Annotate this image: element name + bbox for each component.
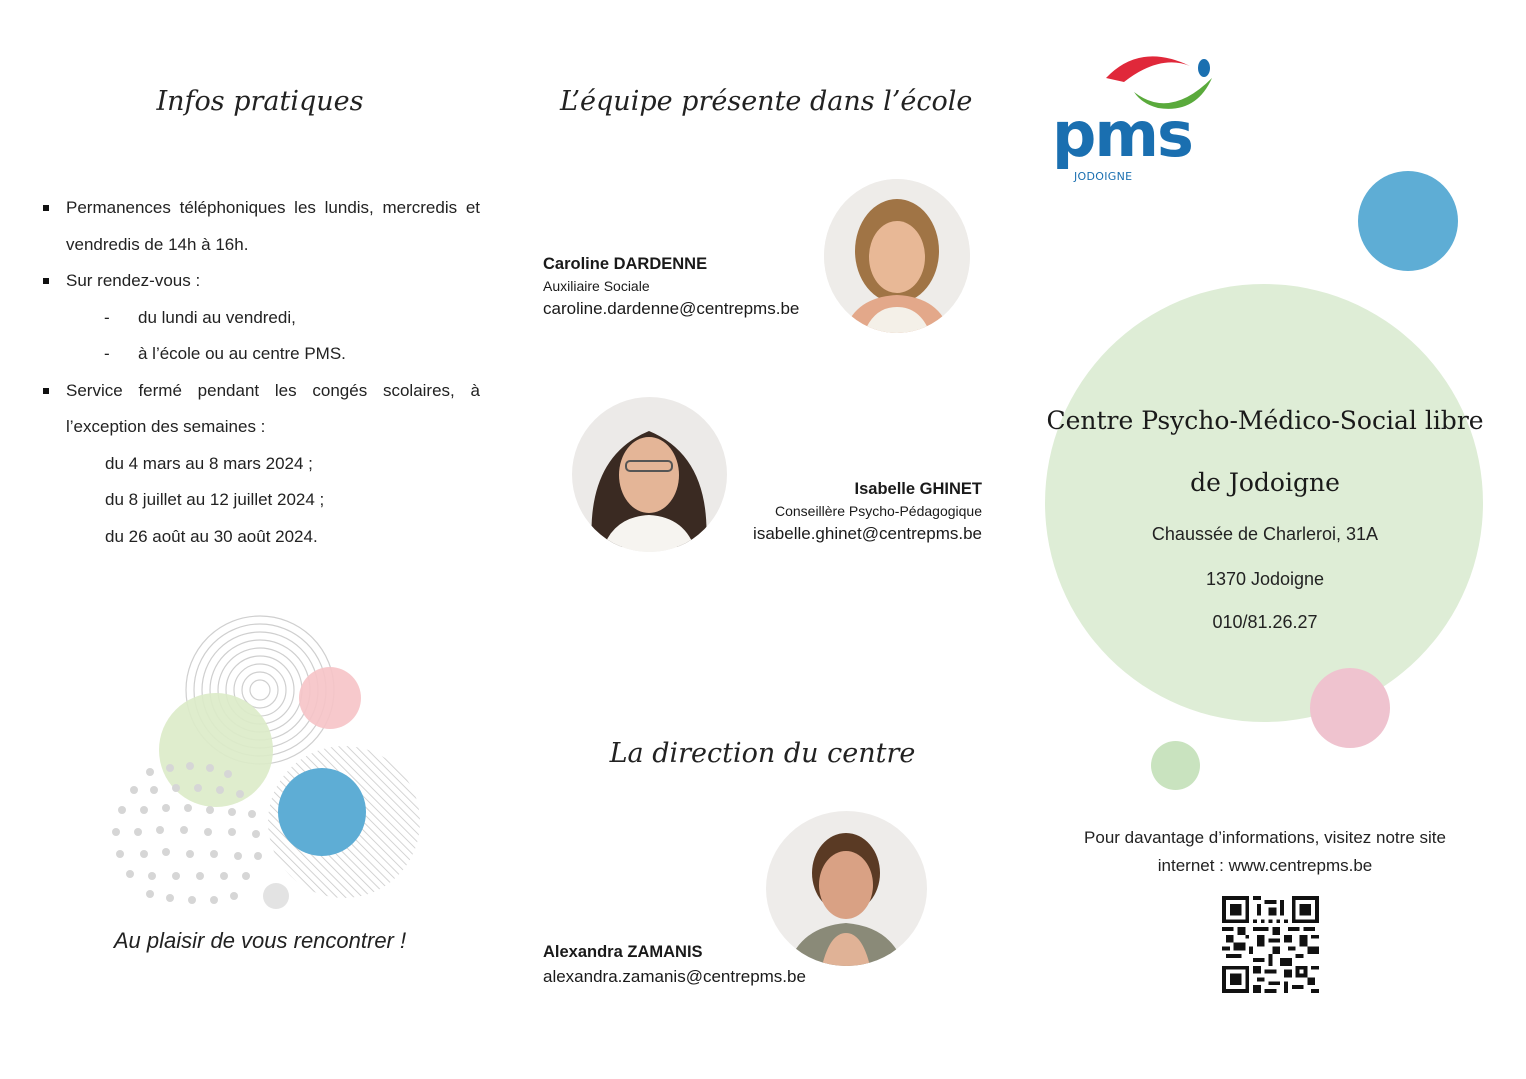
person-name: Alexandra ZAMANIS — [543, 943, 703, 961]
alexandra-photo — [766, 811, 927, 966]
person-email[interactable]: isabelle.ghinet@centrepms.be — [753, 524, 982, 543]
closed-week-date: du 8 juillet au 12 juillet 2024 ; — [105, 490, 325, 509]
sub-list-item: - à l’école ou au centre PMS. — [40, 336, 480, 373]
person-email[interactable]: alexandra.zamanis@centrepms.be — [543, 967, 806, 986]
pink-circle-decoration — [1310, 668, 1390, 748]
sub-list-item: - du lundi au vendredi, — [40, 300, 480, 337]
pms-logo — [1050, 48, 1220, 188]
person-name: Caroline DARDENNE — [543, 255, 708, 273]
bullet-icon — [43, 388, 49, 394]
pms-logo-text: pms — [1052, 98, 1192, 171]
center-name-line1: Centre Psycho-Médico-Social libre — [1046, 406, 1484, 435]
bullet-icon — [43, 278, 49, 284]
phone-number[interactable]: 010/81.26.27 — [1212, 612, 1318, 632]
person-email[interactable]: caroline.dardenne@centrepms.be — [543, 299, 800, 318]
closed-week-date: du 26 août au 30 août 2024. — [105, 526, 318, 546]
bullet-icon — [43, 205, 49, 211]
caroline-photo — [824, 179, 970, 333]
center-name-line2: de Jodoigne — [1190, 468, 1340, 497]
small-green-circle-decoration — [1151, 741, 1200, 790]
list-item: Sur rendez-vous : — [40, 263, 480, 300]
person-role: Auxiliaire Sociale — [543, 278, 650, 294]
infos-pratiques-title: Infos pratiques — [156, 86, 364, 117]
list-item: Permanences téléphoniques les lundis, mercredis et vendredis de 14h à 16h. — [40, 190, 480, 263]
dash-icon: - — [104, 344, 110, 363]
address-street: Chaussée de Charleroi, 31A — [1151, 524, 1379, 544]
isabelle-photo — [572, 397, 727, 552]
direction-title: La direction du centre — [609, 738, 916, 769]
pms-logo-subtext: JODOIGNE — [1074, 170, 1133, 183]
list-item: Service fermé pendant les congés scolaires, à l’exception des semaines : — [40, 373, 480, 446]
infos-list — [40, 190, 480, 555]
closing-phrase: Au plaisir de vous rencontrer ! — [113, 928, 407, 953]
team-title: L’équipe présente dans l’école — [560, 86, 973, 117]
blue-circle-decoration — [1358, 171, 1458, 271]
center-name — [1045, 390, 1485, 514]
closed-week-date: du 4 mars au 8 mars 2024 ; — [105, 453, 313, 473]
center-address — [1045, 524, 1485, 633]
address-city: 1370 Jodoigne — [1205, 569, 1325, 589]
website-link[interactable]: internet : www.centrepms.be — [1157, 856, 1373, 875]
qr-code-icon[interactable] — [1222, 896, 1319, 993]
more-info-text: Pour davantage d’informations, visitez notre site internet : www.centrepms.be — [1040, 824, 1490, 880]
person-role: Conseillère Psycho-Pédagogique — [774, 503, 982, 519]
decorative-circles-illustration — [100, 610, 430, 920]
dash-icon: - — [104, 307, 110, 327]
person-name: Isabelle GHINET — [854, 480, 982, 498]
